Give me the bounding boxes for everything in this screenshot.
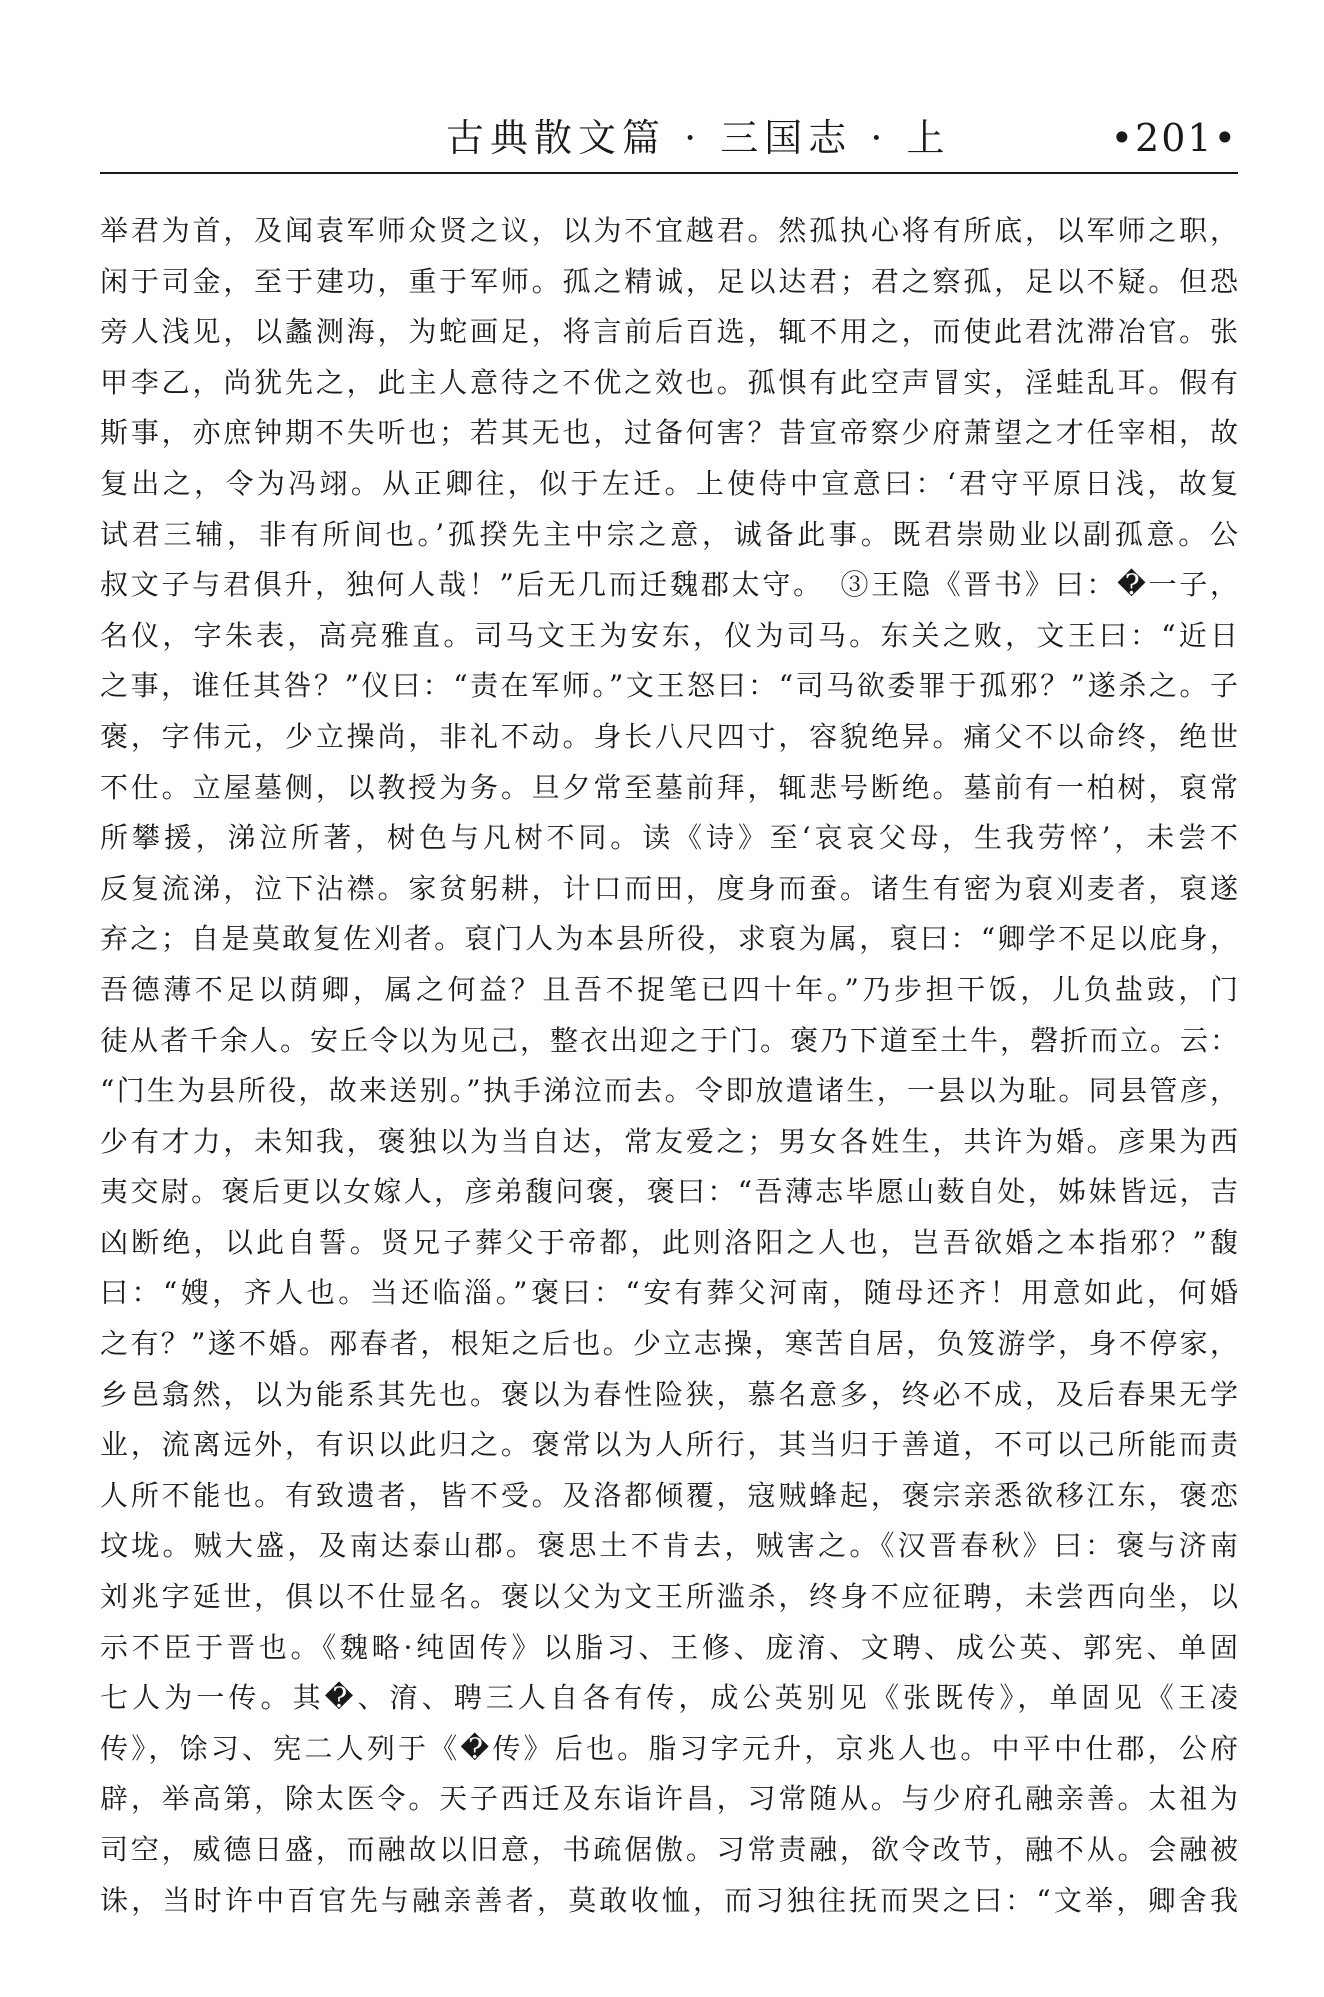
text-line: 七人为一传。其�、淯、聘三人自各有传，成公英别见《张既传》，单固见《王凌	[100, 1681, 1238, 1715]
text-line: 弃之；自是莫敢复佐刈者。裒门人为本县所役，求裒为属，裒曰：“卿学不足以庇身，	[100, 922, 1238, 956]
text-line: 人所不能也。有致遗者，皆不受。及洛都倾覆，寇贼蜂起，褒宗亲悉欲移江东，褒恋	[100, 1478, 1238, 1512]
text-line: 斯事，亦庶钟期不失听也；若其无也，过备何害？昔宣帝察少府萧望之才任宰相，故	[100, 416, 1238, 450]
text-line: 曰：“嫂，齐人也。当还临淄。”褒曰：“安有葬父河南，随母还齐！用意如此，何婚	[100, 1276, 1238, 1310]
text-line: 叔文子与君俱升，独何人哉！”后无几而迁魏郡太守。 ③王隐《晋书》曰：�一子，	[100, 568, 1238, 602]
text-line: 所攀援，涕泣所著，树色与凡树不同。读《诗》至‘哀哀父母，生我劳悴’，未尝不	[100, 821, 1238, 855]
text-line: 司空，威德日盛，而融故以旧意，书疏倨傲。习常责融，欲令改节，融不从。会融被	[100, 1833, 1238, 1866]
text-line: 乡邑翕然，以为能系其先也。褒以为春性险狭，慕名意多，终必不成，及后春果无学	[100, 1377, 1238, 1411]
text-line: 名仪，字朱表，高亮雅直。司马文王为安东，仪为司马。东关之败，文王曰：“近日	[100, 618, 1238, 652]
text-line: 夷交尉。褒后更以女嫁人，彦弟馥问褒，褒曰：“吾薄志毕愿山薮自处，姊妹皆远，吉	[100, 1175, 1238, 1209]
text-line: 业，流离远外，有识以此归之。褒常以为人所行，其当归于善道，不可以己所能而责	[100, 1428, 1238, 1462]
text-line: 吾德薄不足以荫卿，属之何益？且吾不捉笔已四十年。”乃步担干饭，儿负盐豉，门	[100, 972, 1238, 1006]
body-text	[100, 206, 1238, 1926]
text-line: 甲李乙，尚犹先之，此主人意待之不优之效也。孤惧有此空声冒实，淫蛙乱耳。假有	[100, 365, 1238, 399]
text-line: 诛，当时许中百官先与融亲善者，莫敢收恤，而习独往抚而哭之曰：“文举，卿舍我	[100, 1883, 1238, 1917]
text-line: 褒，字伟元，少立操尚，非礼不动。身长八尺四寸，容貌绝异。痛父不以命终，绝世	[100, 719, 1238, 753]
text-line: 传》，馀习、宪二人列于《�传》后也。脂习字元升，京兆人也。中平中仕郡，公府	[100, 1731, 1238, 1765]
text-line: 之有？”遂不婚。邴春者，根矩之后也。少立志操，寒苦自居，负笈游学，身不停家，	[100, 1327, 1238, 1361]
text-line: 凶断绝，以此自誓。贤兄子葬父于帝都，此则洛阳之人也，岂吾欲婚之本指邪？”馥	[100, 1225, 1238, 1259]
text-line: 少有才力，未知我，褒独以为当自达，常友爱之；男女各姓生，共许为婚。彦果为西	[100, 1124, 1238, 1158]
text-line: “门生为县所役，故来送别。”执手涕泣而去。令即放遣诸生，一县以为耻。同县管彦，	[100, 1074, 1238, 1108]
page-number: •201•	[1110, 116, 1238, 160]
header-title: 古典散文篇 · 三国志 · 上	[446, 116, 951, 160]
text-line: 闲于司金，至于建功，重于军师。孤之精诚，足以达君；君之察孤，足以不疑。但恐	[100, 264, 1238, 298]
text-line: 之事，谁任其咎？”仪曰：“责在军师。”文王怒曰：“司马欲委罪于孤邪？”遂杀之。子	[100, 669, 1238, 703]
text-line: 复出之，令为冯翊。从正卿往，似于左迁。上使侍中宣意曰：‘君守平原日浅，故复	[100, 466, 1238, 500]
text-line: 反复流涕，泣下沾襟。家贫躬耕，计口而田，度身而蚕。诸生有密为裒刈麦者，裒遂	[100, 871, 1238, 905]
running-header	[100, 112, 1238, 164]
text-line: 坟垅。贼大盛，及南达泰山郡。褒思土不肯去，贼害之。《汉晋春秋》曰：褒与济南	[100, 1529, 1238, 1563]
text-line: 试君三辅，非有所间也。’孤揆先主中宗之意，诚备此事。既君崇勋业以副孤意。公	[100, 517, 1238, 551]
text-line: 不仕。立屋墓侧，以教授为务。旦夕常至墓前拜，辄悲号断绝。墓前有一柏树，裒常	[100, 770, 1238, 804]
text-line: 辟，举高第，除太医令。天子西迁及东诣许昌，习常随从。与少府孔融亲善。太祖为	[100, 1782, 1238, 1816]
text-line: 举君为首，及闻袁军师众贤之议，以为不宜越君。然孤执心将有所底，以军师之职，	[100, 214, 1238, 247]
text-line: 旁人浅见，以蠡测海，为蛇画足，将言前后百选，辄不用之，而使此君沈滞冶官。张	[100, 315, 1238, 349]
text-line: 刘兆字延世，俱以不仕显名。褒以父为文王所滥杀，终身不应征聘，未尝西向坐，以	[100, 1580, 1238, 1614]
text-line: 徒从者千余人。安丘令以为见己，整衣出迎之于门。褒乃下道至土牛，磬折而立。云：	[100, 1023, 1238, 1057]
text-line: 示不臣于晋也。《魏略·纯固传》以脂习、王修、庞淯、文聘、成公英、郭宪、单固	[100, 1630, 1238, 1664]
header-rule	[100, 172, 1238, 174]
